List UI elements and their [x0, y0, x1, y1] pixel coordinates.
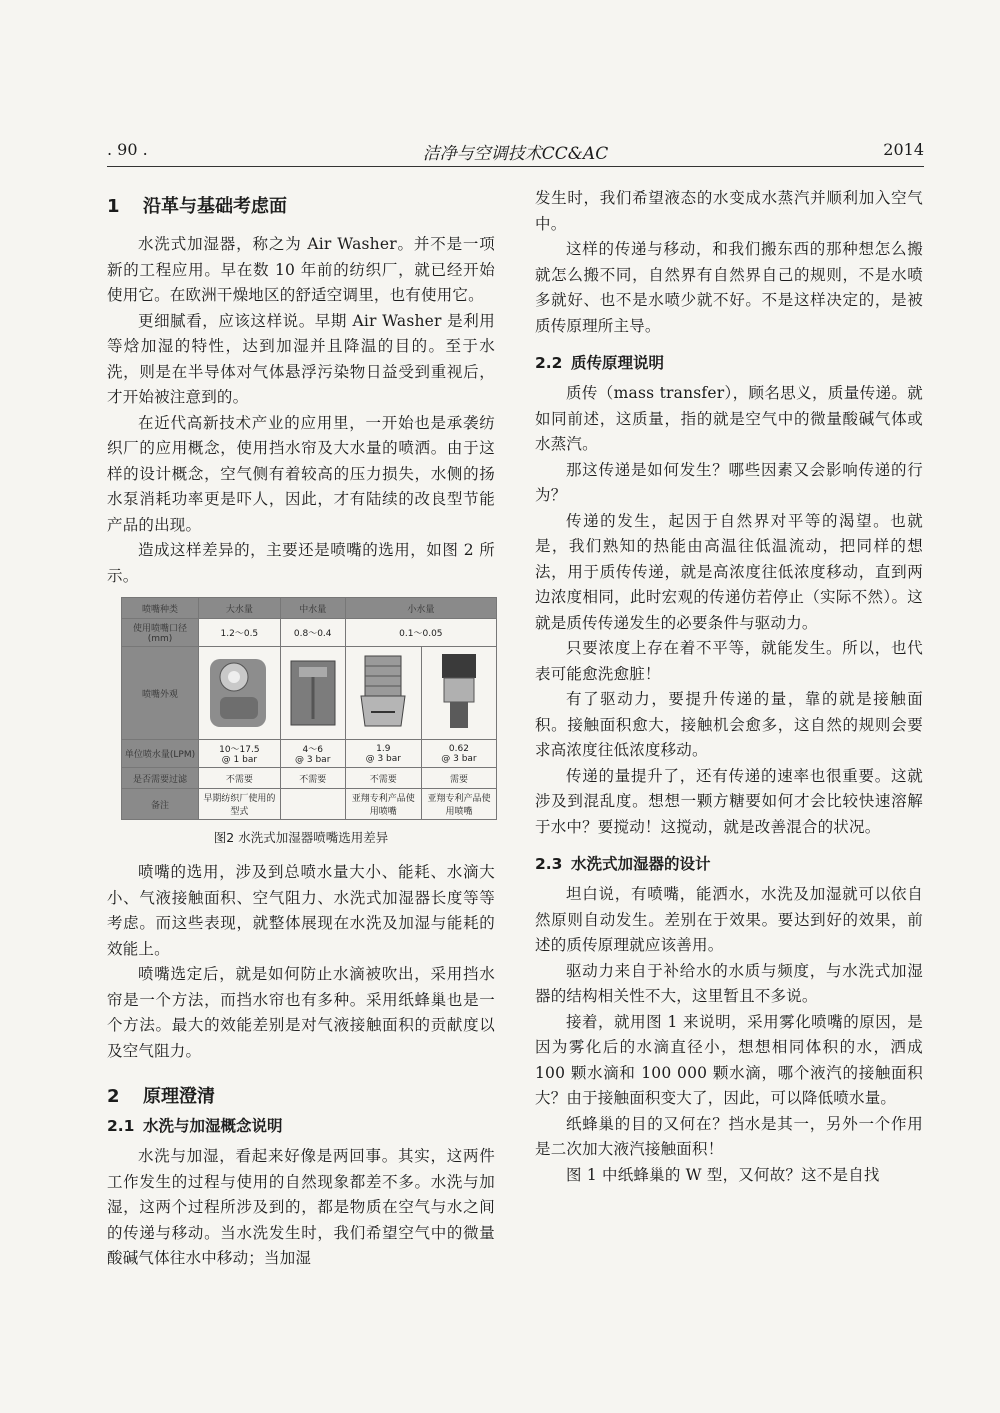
- table-row-header: 使用喷嘴口径(mm): [122, 619, 199, 647]
- table-cell: 不需要: [345, 768, 421, 789]
- paragraph: 这样的传递与移动，和我们搬东西的那种想怎么搬就怎么搬不同，自然界有自然界自己的规则，不是水喷多就好、也不是水喷少就不好。不是这样决定的，是被质传原理所主导。: [535, 240, 923, 335]
- table-cell: 不需要: [280, 768, 345, 789]
- left-column: [107, 186, 495, 1272]
- section-2-3-heading: [535, 852, 923, 874]
- paragraph: 在近代高新技术产业的应用里，一开始也是承袭纺织厂的应用概念，使用挡水帘及大水量的喷洒。由于这样的设计概念，空气侧有着较高的压力损失，水侧的扬水泵消耗功率更是吓人，因此，才有陆续的改良型节能产品的出现。: [107, 413, 495, 534]
- figure-caption: 图2 水洗式加湿器喷嘴选用差异: [213, 830, 389, 845]
- medium-nozzle-icon: [283, 653, 343, 733]
- year: 2014: [883, 140, 924, 159]
- paragraph: 质传（mass transfer），顾名思义，质量传递。就如同前述，这质量，指的就是空气中的微量酸碱气体或水蒸汽。: [535, 384, 923, 453]
- paragraph: 发生时，我们希望液态的水变成水蒸汽并顺利加入空气中。: [535, 189, 923, 233]
- section-title: 原理澄清: [143, 1086, 215, 1107]
- table-cell: 1.9 @ 3 bar: [345, 740, 421, 768]
- section-title: 沿革与基础考虑面: [143, 196, 287, 217]
- table-row-header: 备注: [122, 789, 199, 820]
- table-cell: 早期纺织厂使用的型式: [199, 789, 281, 820]
- table-cell: 需要: [421, 768, 496, 789]
- fine-nozzle-icon: [432, 652, 486, 734]
- section-number: 2: [107, 1086, 120, 1107]
- section-2-heading: [107, 1082, 495, 1108]
- section-number: 2.2: [535, 354, 563, 372]
- table-cell: 亚翔专利产品使用喷嘴: [345, 789, 421, 820]
- paragraph: 驱动力来自于补给水的水质与频度，与水洗式加湿器的结构相关性不大，这里暂且不多说。: [535, 961, 923, 1005]
- table-cell: 不需要: [199, 768, 281, 789]
- right-column: [535, 186, 923, 1188]
- page-number: . 90 .: [107, 140, 148, 159]
- section-title: 质传原理说明: [571, 354, 665, 372]
- paragraph: 传递的量提升了，还有传递的速率也很重要。这就涉及到混乱度。想想一颗方糖要如何才会比较快速溶解于水中？要搅动！这搅动，就是改善混合的状况。: [535, 766, 923, 836]
- section-title: 水洗式加湿器的设计: [571, 855, 711, 873]
- table-col-header: 小水量: [345, 598, 496, 619]
- journal-title: 洁净与空调技术CC&AC: [422, 144, 609, 164]
- table-row-header: 单位喷水量(LPM): [122, 740, 199, 768]
- table-cell: 0.8～0.4: [280, 619, 345, 647]
- paragraph: 喷嘴选定后，就是如何防止水滴被吹出，采用挡水帘是一个方法，而挡水帘也有多种。采用纸蜂巢也是一个方法。最大的效能差别是对气液接触面积的贡献度以及空气阻力。: [107, 965, 495, 1060]
- table-cell: 4～6 @ 3 bar: [280, 740, 345, 768]
- section-number: 2.1: [107, 1117, 135, 1135]
- table-col-header: 中水量: [280, 598, 345, 619]
- figure-2: [107, 597, 495, 846]
- table-cell: [280, 789, 345, 820]
- section-2-1-heading: [107, 1114, 495, 1136]
- nozzle-photo-small-1: [345, 647, 421, 740]
- paragraph: 传递的发生，起因于自然界对平等的渴望。也就是，我们熟知的热能由高温往低温流动，把同样的想法，用于质传传递，就是高浓度往低浓度移动，直到两边浓度相同，此时宏观的传递仿若停止（实际不然）。这就是质传传递发生的必要条件与驱动力。: [535, 511, 923, 632]
- paragraph: 那这传递是如何发生？哪些因素又会影响传递的行为？: [535, 460, 923, 504]
- paragraph: 水洗与加湿，看起来好像是两回事。其实，这两件工作发生的过程与使用的自然现象都差不多。水洗与加湿，这两个过程所涉及到的，都是物质在空气与水之间的传递与移动。当水洗发生时，我们希望空气中的微量酸碱气体往水中移动；当加湿: [107, 1147, 495, 1267]
- table-row-header: 是否需要过滤: [122, 768, 199, 789]
- section-2-2-heading: [535, 351, 923, 373]
- paragraph: 接着，就用图 1 来说明，采用雾化喷嘴的原因，是因为雾化后的水滴直径小，想想相同体积的水，洒成 100 颗水滴和 100 000 颗水滴，哪个液汽的接触面积大？由于接触面积变大了，因此，可以降低喷水量。: [535, 1012, 923, 1107]
- paragraph: 纸蜂巢的目的又何在？挡水是其一，另外一个作用是二次加大液汽接触面积！: [535, 1114, 923, 1158]
- paragraph: 坦白说，有喷嘴，能洒水，水洗及加湿就可以依自然原则自动发生。差别在于效果。要达到好的效果，前述的质传原理就应该善用。: [535, 885, 923, 954]
- nozzle-comparison-table: [121, 597, 497, 820]
- table-cell: 1.2～0.5: [199, 619, 281, 647]
- paragraph: 只要浓度上存在着不平等，就能发生。所以，也代表可能愈洗愈脏！: [535, 639, 923, 683]
- section-number: 1: [107, 196, 120, 217]
- paragraph: 喷嘴的选用，涉及到总喷水量大小、能耗、水滴大小、气液接触面积、空气阻力、水洗式加湿器长度等等考虑。而这些表现，就整体展现在水洗及加湿与能耗的效能上。: [107, 863, 495, 958]
- nozzle-photo-small-2: [421, 647, 496, 740]
- paragraph: 有了驱动力，要提升传递的量，靠的就是接触面积。接触面积愈大，接触机会愈多，这自然的规则会要求高浓度往低浓度移动。: [535, 690, 923, 759]
- table-col-header: 大水量: [199, 598, 281, 619]
- paragraph: 水洗式加湿器，称之为 Air Washer。并不是一项新的工程应用。早在数 10 年前的纺织厂，就已经开始使用它。在欧洲干燥地区的舒适空调里，也有使用它。: [107, 235, 495, 304]
- table-row-header: 喷嘴种类: [122, 598, 199, 619]
- table-cell: 亚翔专利产品使用喷嘴: [421, 789, 496, 820]
- section-title: 水洗与加湿概念说明: [143, 1117, 283, 1135]
- small-nozzle-icon: [355, 652, 411, 734]
- page-header: [107, 136, 924, 167]
- paragraph: 造成这样差异的，主要还是喷嘴的选用，如图 2 所示。: [107, 541, 495, 585]
- large-nozzle-icon: [206, 653, 272, 733]
- table-cell: 0.1～0.05: [345, 619, 496, 647]
- table-row-header: 喷嘴外观: [122, 647, 199, 740]
- section-1-heading: [107, 192, 495, 218]
- paragraph: 图 1 中纸蜂巢的 W 型，又何故？这不是自找: [566, 1165, 880, 1184]
- nozzle-photo-large: [199, 647, 281, 740]
- paragraph: 更细腻看，应该这样说。早期 Air Washer 是利用等焓加湿的特性，达到加湿并且降温的目的。至于水洗，则是在半导体对气体悬浮污染物日益受到重视后，才开始被注意到的。: [107, 311, 495, 406]
- table-cell: 0.62 @ 3 bar: [421, 740, 496, 768]
- nozzle-photo-medium: [280, 647, 345, 740]
- table-cell: 10～17.5 @ 1 bar: [199, 740, 281, 768]
- section-number: 2.3: [535, 855, 563, 873]
